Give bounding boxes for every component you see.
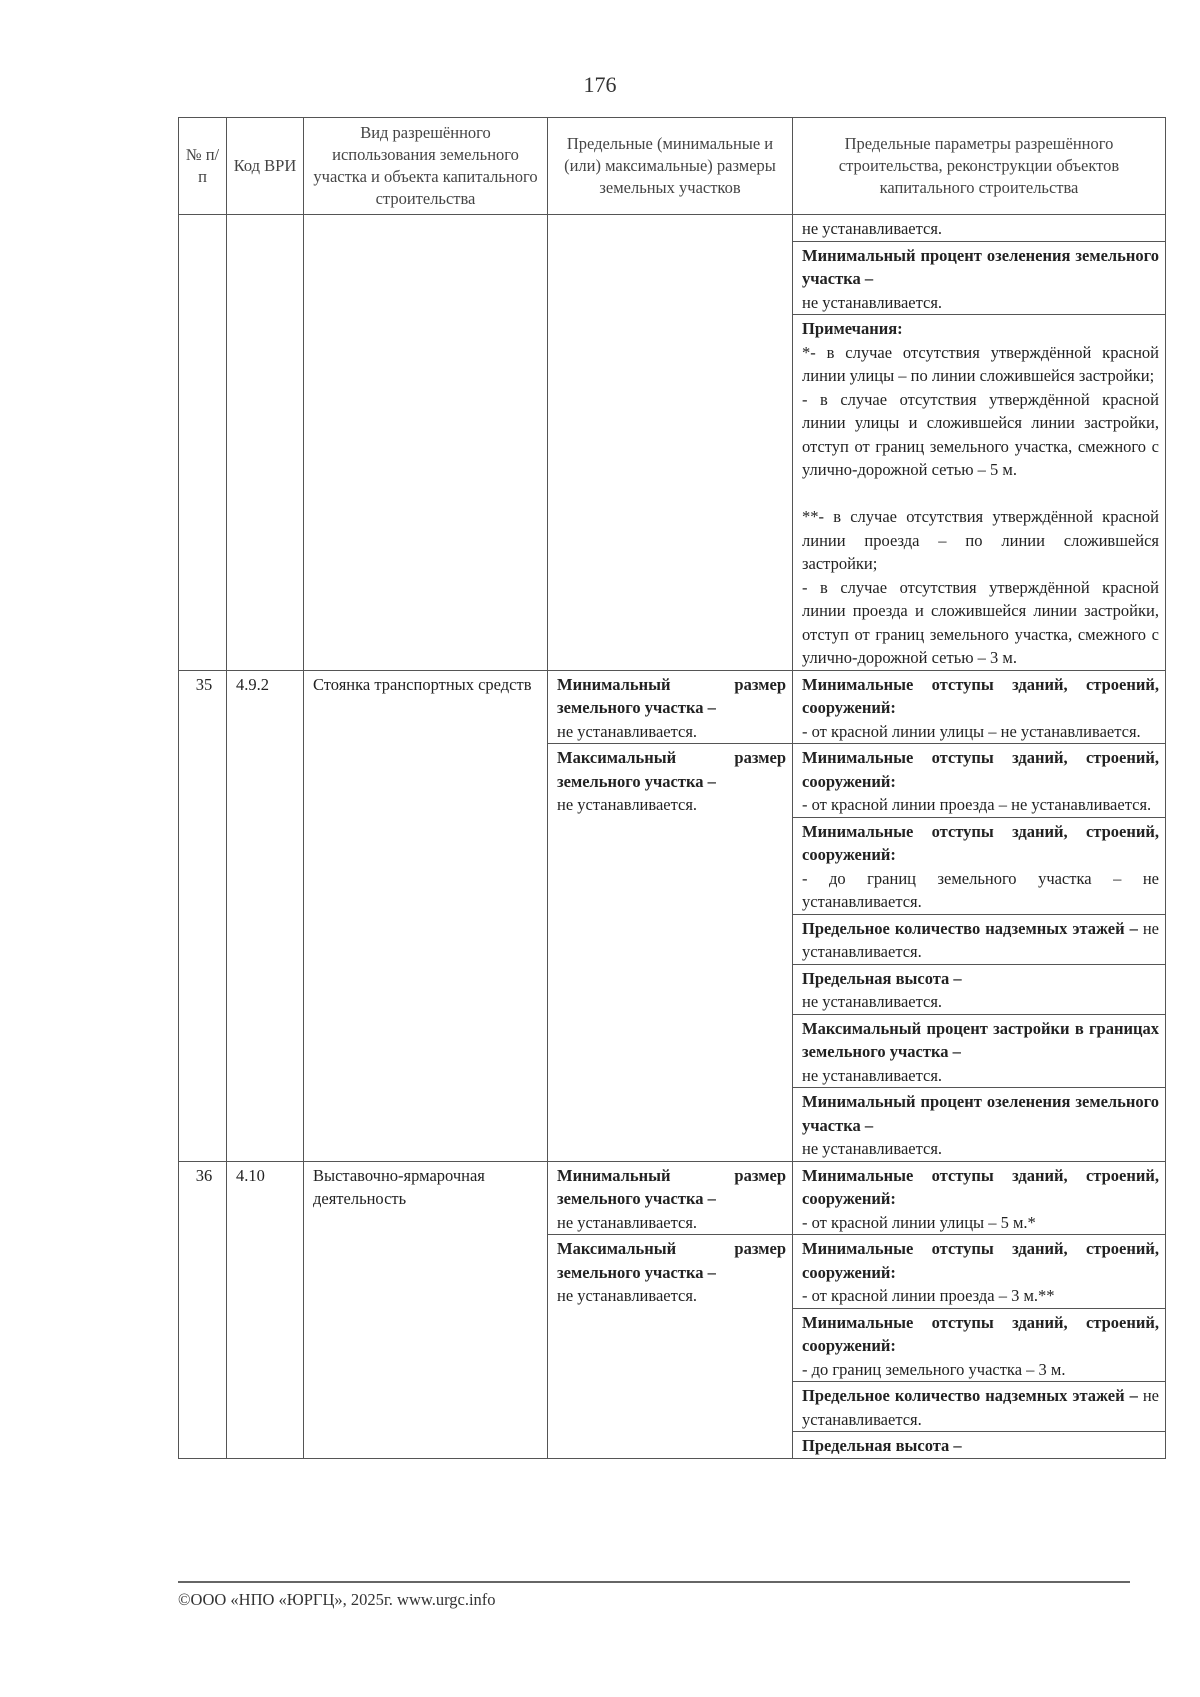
footer-divider — [178, 1581, 1130, 1583]
note-text: - в случае отсутствия утверждённой красной линии улицы и сложившейся линии застройки, отступ от границ земельного участка, смежного с улично-дорожной сетью – 5 м. — [802, 389, 1159, 479]
page-number: 176 — [583, 72, 617, 97]
param-cell — [793, 1161, 1166, 1235]
note-spacer — [802, 482, 1159, 506]
max-size-text: не устанавливается. — [557, 1286, 698, 1305]
param-bold: Минимальные отступы зданий, строений, сооружений: — [802, 1165, 1159, 1208]
param-bold: Предельное количество надземных этажей – — [802, 918, 1138, 938]
header-number: № п/п — [179, 118, 227, 215]
param-text: не устанавливается. — [802, 918, 1159, 961]
min-size-bold: Минимальный размер земельного участка – — [557, 674, 786, 717]
cell-name-empty — [304, 215, 548, 671]
param-text: не устанавливается. — [802, 1065, 943, 1085]
min-size-text: не устанавливается. — [557, 1212, 698, 1232]
param-bold: Минимальные отступы зданий, строений, сооружений: — [802, 821, 1159, 864]
param-text: - до границ земельного участка – 3 м. — [802, 1359, 1066, 1379]
param-text: не устанавливается. — [802, 992, 943, 1011]
param-cell — [793, 215, 1166, 242]
row-code: 4.9.2 — [227, 670, 304, 1161]
zoning-parameters-table — [178, 117, 1166, 1459]
param-cell — [793, 1235, 1166, 1309]
param-text: - от красной линии улицы – 5 м.* — [802, 1212, 1036, 1232]
param-text: - от красной линии проезда – не устанавливается. — [802, 795, 1152, 814]
min-size-cell — [548, 1161, 793, 1235]
max-size-bold: Максимальный размер земельного участка – — [557, 1239, 786, 1282]
note-text: **- в случае отсутствия утверждённой красной линии проезда – по линии сложившейся застройки; — [802, 507, 1159, 573]
param-text: не устанавливается. — [802, 219, 943, 238]
param-cell — [793, 670, 1166, 744]
param-bold: Минимальные отступы зданий, строений, сооружений: — [802, 1312, 1159, 1355]
param-cell — [793, 744, 1166, 818]
param-bold: Максимальный процент застройки в границах земельного участка – — [802, 1018, 1159, 1061]
param-cell — [793, 1014, 1166, 1088]
max-size-bold: Максимальный размер земельного участка – — [557, 748, 786, 791]
table-row — [179, 1161, 1166, 1235]
param-text: - от красной линии проезда – 3 м.** — [802, 1286, 1055, 1305]
row-use-name: Выставочно-ярмарочная деятельность — [304, 1161, 548, 1458]
param-cell — [793, 241, 1166, 315]
header-construction-params: Предельные параметры разрешённого строительства, реконструкции объектов капитального строительства — [793, 118, 1166, 215]
row-code: 4.10 — [227, 1161, 304, 1458]
row-use-name: Стоянка транспортных средств — [304, 670, 548, 1161]
cell-num-empty — [179, 215, 227, 671]
min-size-text: не устанавливается. — [557, 721, 698, 741]
note-text: - в случае отсутствия утверждённой красной линии проезда и сложившейся линии застройки, отступ от границ земельного участка, смежного с улично-дорожной сетью – 3 м. — [802, 577, 1159, 667]
param-cell — [793, 1088, 1166, 1162]
param-cell — [793, 1432, 1166, 1459]
param-bold: Предельная высота – — [802, 1436, 962, 1455]
param-text: не устанавливается. — [802, 1139, 943, 1158]
row-number: 36 — [179, 1161, 227, 1458]
param-cell — [793, 1382, 1166, 1432]
min-size-bold: Минимальный размер земельного участка – — [557, 1165, 786, 1208]
header-plot-size: Предельные (минимальные и (или) максимальные) размеры земельных участков — [548, 118, 793, 215]
table-header-row — [179, 118, 1166, 215]
table-row — [179, 670, 1166, 744]
param-text: не устанавливается. — [802, 292, 943, 312]
max-size-cell — [548, 744, 793, 1162]
max-size-text: не устанавливается. — [557, 795, 698, 814]
param-bold: Минимальные отступы зданий, строений, сооружений: — [802, 674, 1159, 717]
param-bold: Минимальные отступы зданий, строений, сооружений: — [802, 748, 1159, 791]
param-text: - до границ земельного участка – не устанавливается. — [802, 868, 1159, 911]
param-bold: Минимальные отступы зданий, строений, сооружений: — [802, 1239, 1159, 1282]
header-code: Код ВРИ — [227, 118, 304, 215]
param-text: - от красной линии улицы – не устанавливается. — [802, 721, 1141, 741]
footer-copyright: ©ООО «НПО «ЮРГЦ», 2025г. www.urgc.info — [178, 1590, 496, 1609]
param-cell — [793, 914, 1166, 964]
param-cell — [793, 964, 1166, 1014]
param-text: не устанавливается. — [802, 1386, 1159, 1429]
min-size-cell — [548, 670, 793, 744]
header-use-type: Вид разрешённого использования земельного участка и объекта капитального строительства — [304, 118, 548, 215]
row-number: 35 — [179, 670, 227, 1161]
notes-cell — [793, 315, 1166, 671]
max-size-cell — [548, 1235, 793, 1459]
param-cell — [793, 817, 1166, 914]
cell-code-empty — [227, 215, 304, 671]
cell-size-empty — [548, 215, 793, 671]
param-bold: Минимальный процент озеленения земельного участка – — [802, 245, 1159, 288]
notes-title: Примечания: — [802, 319, 903, 338]
param-bold: Предельное количество надземных этажей – — [802, 1386, 1138, 1405]
note-text: *- в случае отсутствия утверждённой красной линии улицы – по линии сложившейся застройки; — [802, 342, 1159, 385]
param-bold: Предельная высота – — [802, 968, 962, 988]
param-bold: Минимальный процент озеленения земельного участка – — [802, 1092, 1159, 1135]
param-cell — [793, 1308, 1166, 1382]
table-row — [179, 215, 1166, 242]
